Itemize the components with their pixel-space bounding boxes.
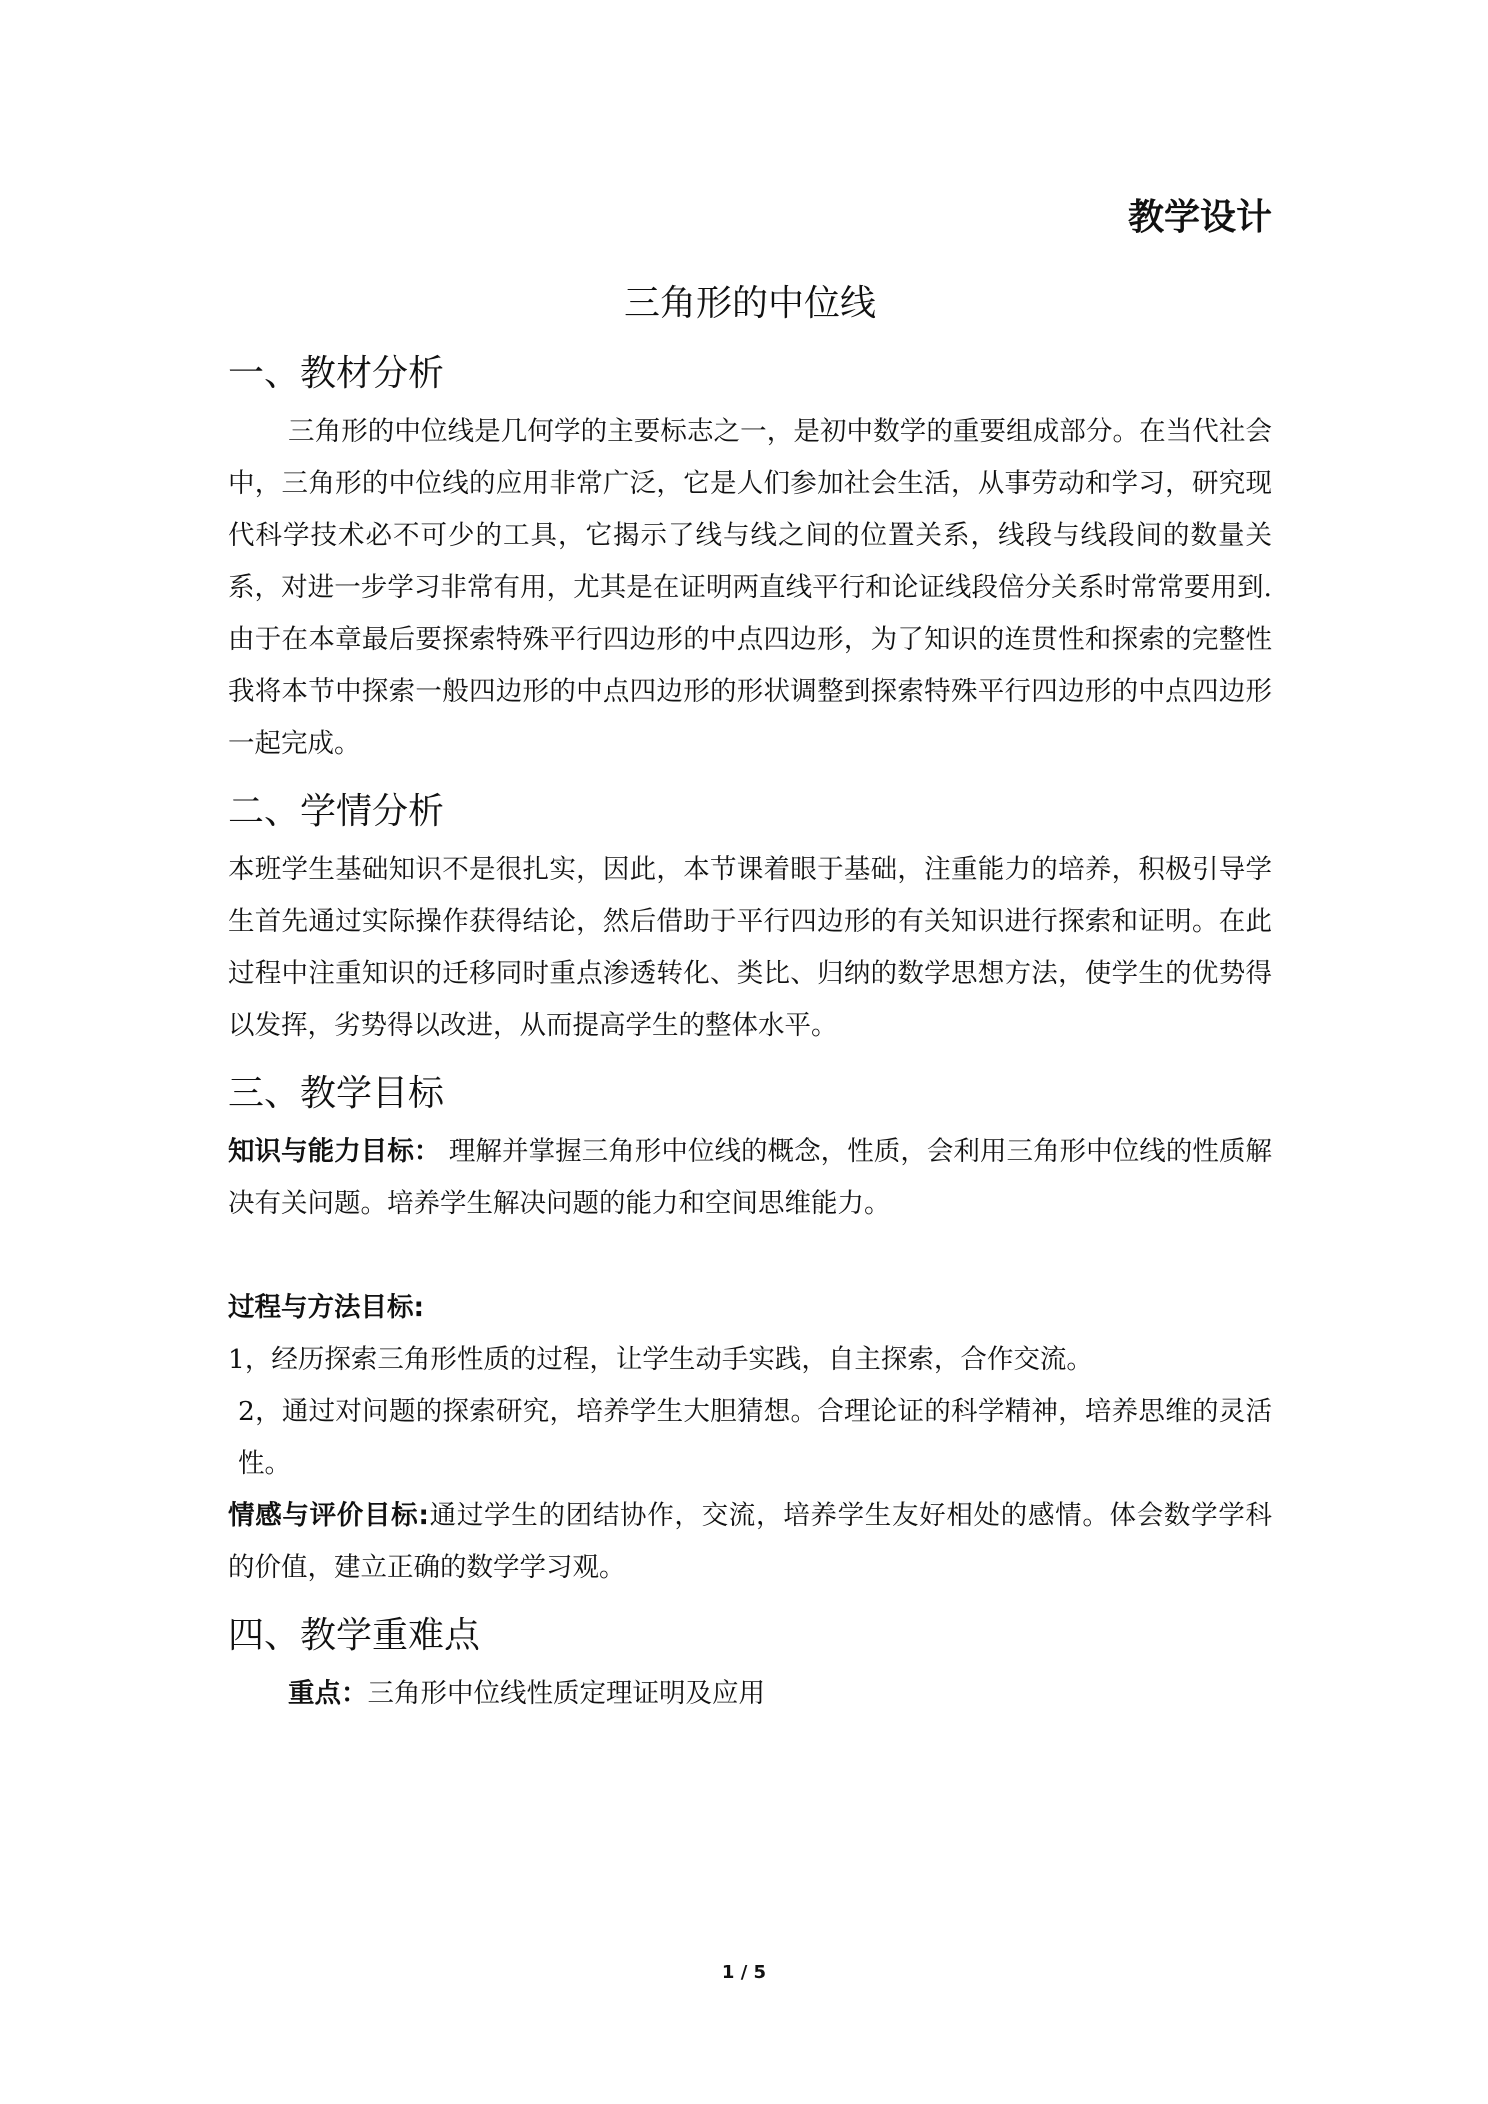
emotion-goal-label: 情感与评价目标: [228,1500,429,1531]
key-point-paragraph [228,1668,1272,1720]
section-heading-key-difficult-points: 四、教学重难点 [228,1615,481,1656]
doc-type-label: 教学设计 [1127,197,1272,238]
emotion-goal-paragraph [228,1490,1272,1594]
section-heading-student-analysis: 二、学情分析 [228,791,445,832]
process-goal-item-2: 2，通过对问题的探索研究，培养学生大胆猜想。合理论证的科学精神，培养思维的灵活性。 [238,1396,1272,1479]
knowledge-goal-label: 知识与能力目标： [228,1136,441,1167]
key-point-text: 三角形中位线性质定理证明及应用 [367,1678,765,1709]
knowledge-goal-text: 理解并掌握三角形中位线的概念，性质，会利用三角形中位线的性质解决有关问题。培养学生解决问题的能力和空间思维能力。 [228,1136,1273,1219]
key-point-label: 重点： [288,1678,368,1709]
emotion-goal-text: 通过学生的团结协作，交流，培养学生友好相处的感情。体会数学学科的价值，建立正确的数学学习观。 [228,1500,1272,1583]
section-heading-textbook-analysis: 一、教材分析 [228,353,445,394]
spacer [228,1230,1272,1282]
student-analysis-paragraph: 本班学生基础知识不是很扎实，因此，本节课着眼于基础，注重能力的培养，积极引导学生首先通过实际操作获得结论，然后借助于平行四边形的有关知识进行探索和证明。在此过程中注重知识的迁移同时重点渗透转化、类比、归纳的数学思想方法，使学生的优势得以发挥，劣势得以改进，从而提高学生的整体水平。 [228,854,1272,1041]
page-number: 1 / 5 [721,1962,767,1983]
textbook-analysis-paragraph: 三角形的中位线是几何学的主要标志之一，是初中数学的重要组成部分。在当代社会中，三角形的中位线的应用非常广泛，它是人们参加社会生活，从事劳动和学习，研究现代科学技术必不可少的工具，它揭示了线与线之间的位置关系，线段与线段间的数量关系，对进一步学习非常有用，尤其是在证明两直线平行和论证线段倍分关系时常常要用到.由于在本章最后要探索特殊平行四边形的中点四边形，为了知识的连贯性和探索的完整性我将本节中探索一般四边形的中点四边形的形状调整到探索特殊平行四边形的中点四边形一起完成。 [228,416,1272,759]
doc-title: 三角形的中位线 [623,283,876,324]
knowledge-goal-paragraph [228,1126,1272,1230]
page-content [228,190,1272,1720]
process-goal-item-1: 1，经历探索三角形性质的过程，让学生动手实践，自主探索，合作交流。 [228,1344,1093,1375]
process-goal-heading [228,1282,1272,1334]
section-heading-teaching-goals: 三、教学目标 [228,1073,445,1114]
process-goal-label: 过程与方法目标: [228,1292,425,1323]
